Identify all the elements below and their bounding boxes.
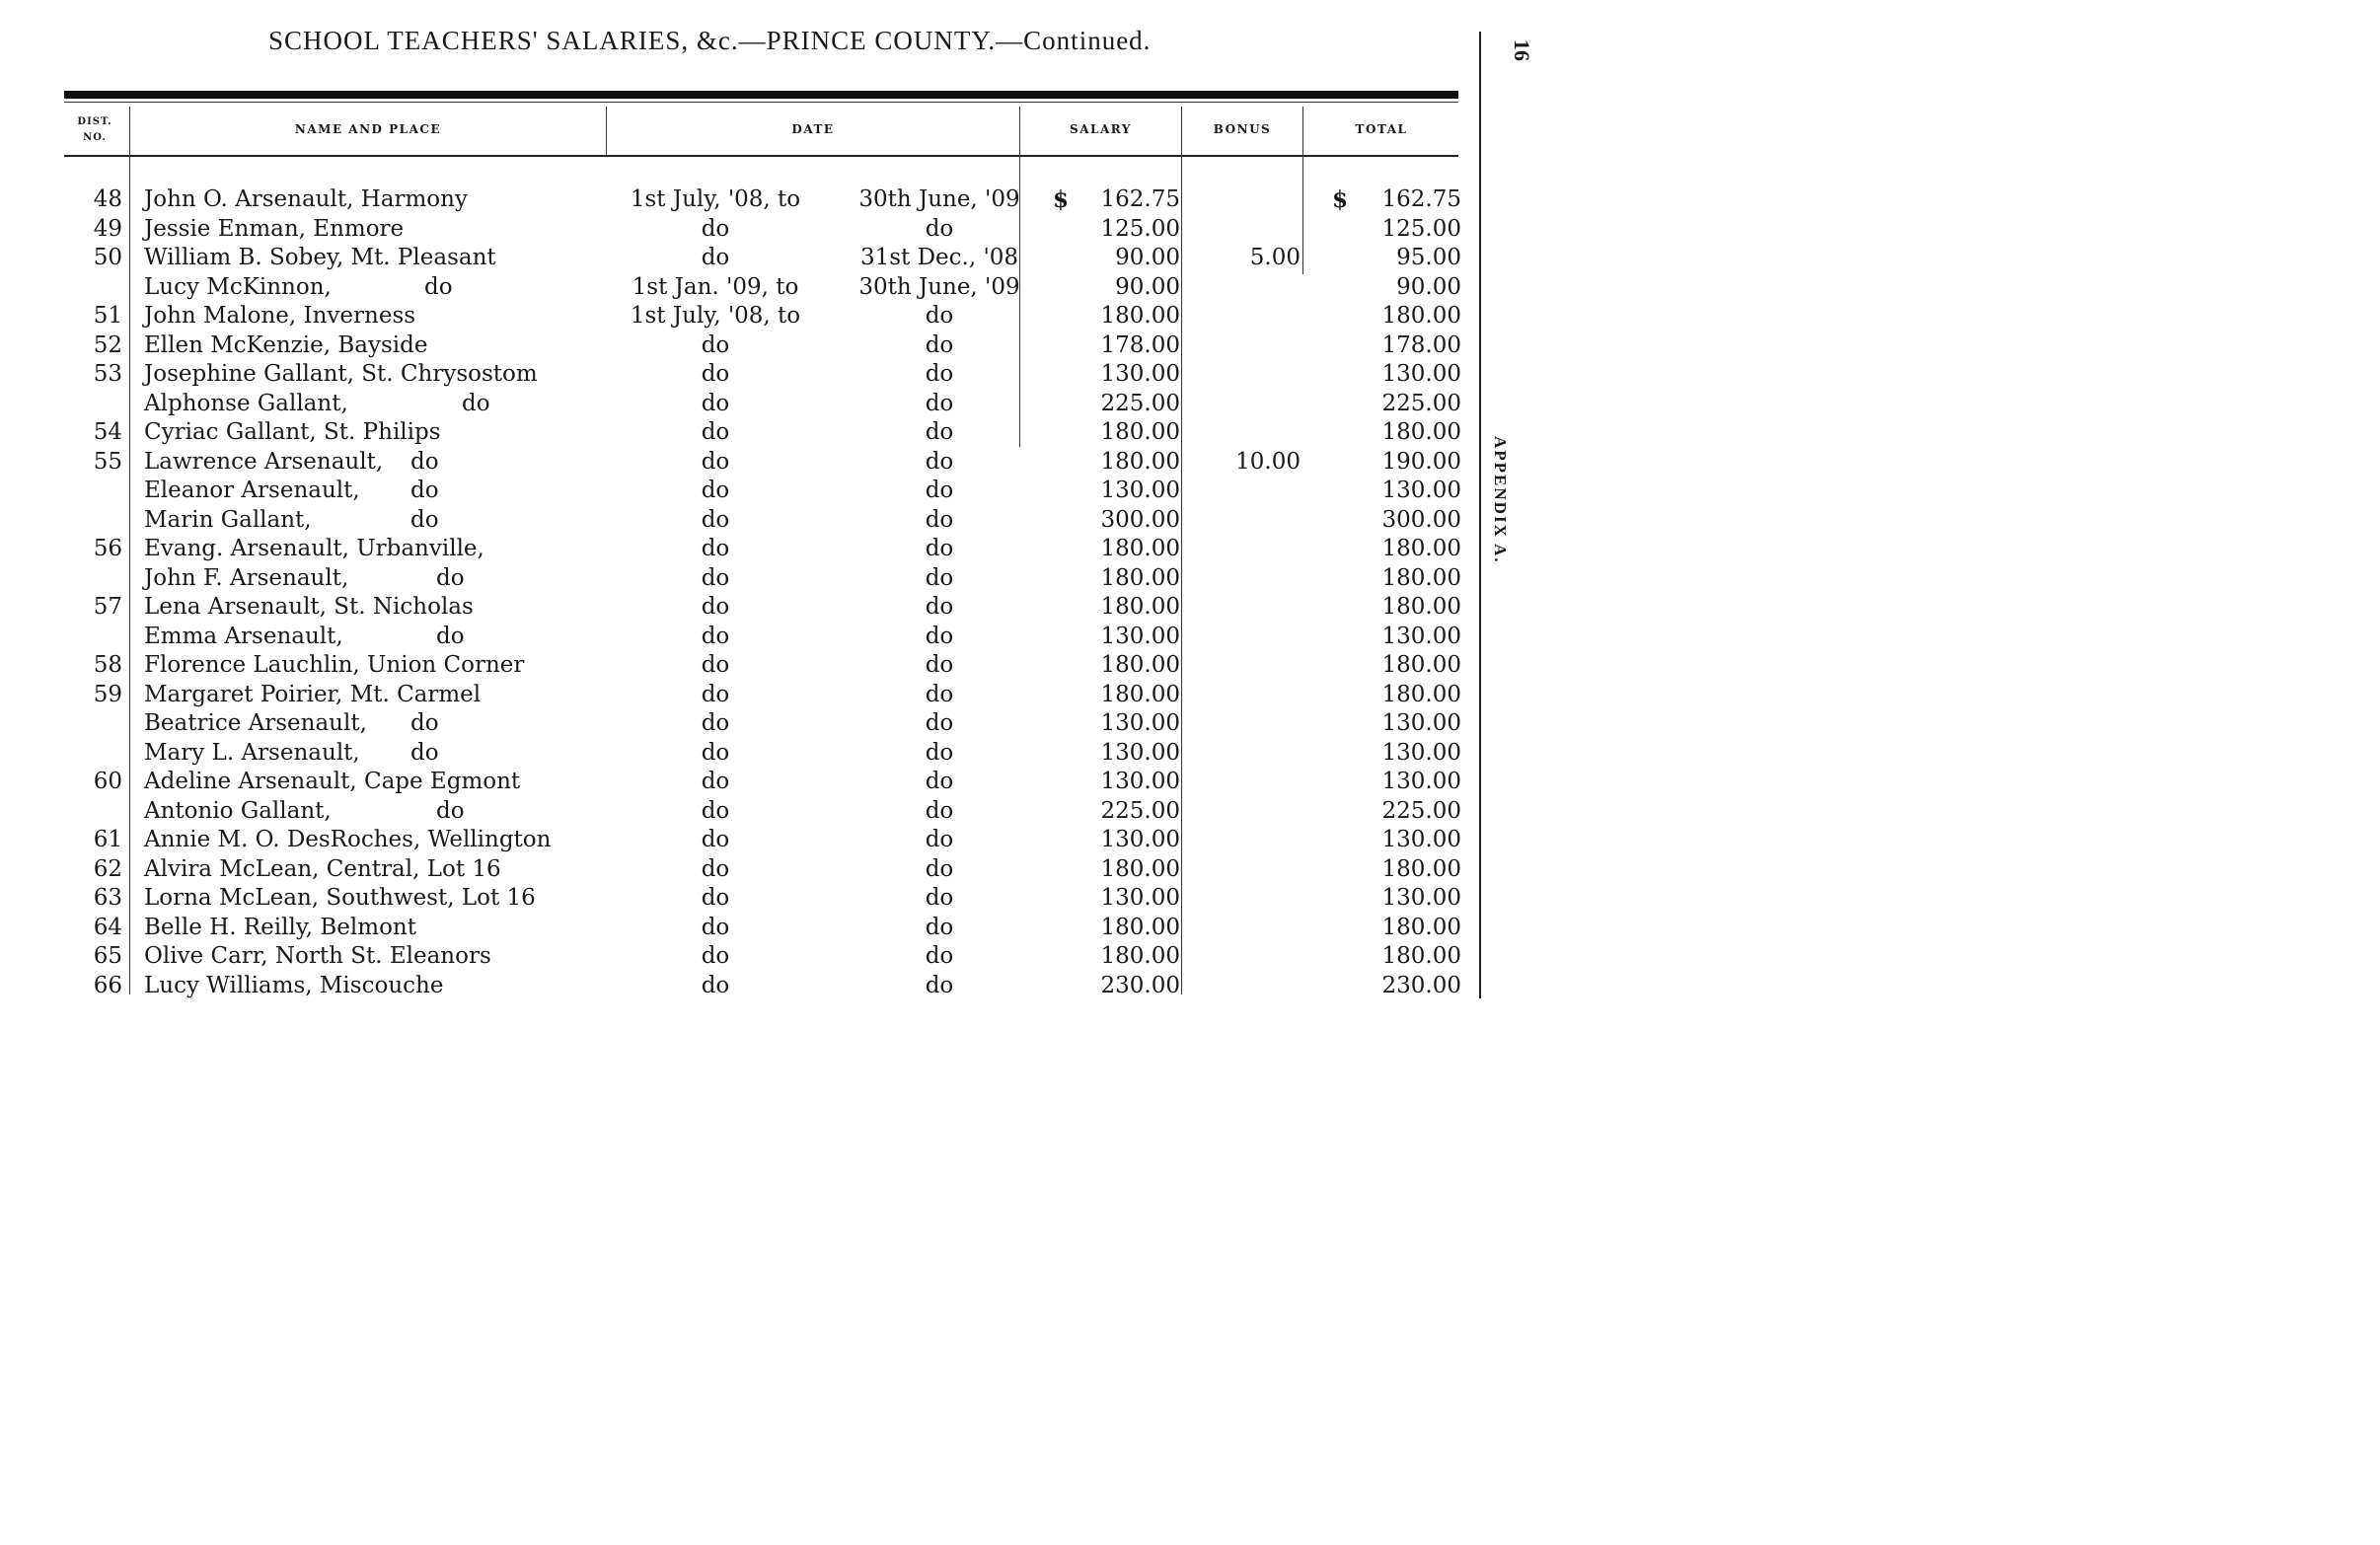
date-from: 1st July, '08, to [630,186,801,212]
date-from: do [701,564,730,591]
total-value: 130.00 [1381,478,1461,503]
table-row [0,331,1480,360]
date-to: do [925,215,954,242]
total-value: 130.00 [1381,885,1461,911]
total-value: 180.00 [1381,419,1461,445]
date-to: do [925,361,954,387]
teacher-name-place: Olive Carr, North St. Eleanors [144,943,491,969]
dist-number: 64 [93,914,122,940]
teacher-name-place: Evang. Arsenault, Urbanville, [144,536,484,561]
date-to: do [925,536,954,561]
col-head-dist-2: NO. [83,132,107,143]
table-row [0,826,1480,854]
teacher-name-place: Marin Gallant, [144,506,312,533]
teacher-name-place: Beatrice Arsenault, [144,710,367,736]
table-row [0,448,1480,477]
table-row [0,390,1480,418]
date-from: do [701,827,730,852]
total-value: 180.00 [1381,303,1461,329]
dist-number: 66 [93,972,122,998]
total-value: 225.00 [1381,390,1461,416]
table-row [0,360,1480,389]
col-head-dist-1: DIST. [77,116,112,127]
place-ditto: do [462,390,490,416]
place-ditto: do [436,623,465,649]
date-from: do [701,769,730,794]
teacher-name-place: John O. Arsenault, Harmony [144,186,468,212]
place-ditto: do [436,564,465,591]
date-from: do [701,652,730,678]
total-value: 180.00 [1381,652,1461,678]
date-to: do [925,681,954,707]
total-value: 300.00 [1381,506,1461,533]
teacher-name-place: Ellen McKenzie, Bayside [144,331,428,358]
salary-value: 180.00 [1100,914,1180,940]
table-row [0,884,1480,913]
total-value: 90.00 [1396,273,1461,300]
date-to: do [925,331,954,358]
teacher-name-place: John F. Arsenault, [144,564,349,591]
total-value: 180.00 [1381,536,1461,561]
dist-number: 49 [93,215,122,242]
total-value: 180.00 [1381,855,1461,882]
date-to: do [925,827,954,852]
salary-value: 225.00 [1100,390,1180,416]
table-row [0,535,1480,563]
total-value: 95.00 [1396,245,1461,270]
total-value: 180.00 [1381,943,1461,969]
date-to: 31st Dec., '08 [859,245,1019,270]
date-from: do [701,710,730,736]
table-row [0,564,1480,593]
dist-number: 55 [93,448,122,475]
table-row [0,185,1480,214]
salary-value: 180.00 [1100,681,1180,707]
table-row [0,623,1480,651]
teacher-name-place: Eleanor Arsenault, [144,478,360,503]
table-row [0,651,1480,680]
dist-number: 59 [93,681,122,707]
dist-number: 53 [93,361,122,387]
teacher-name-place: William B. Sobey, Mt. Pleasant [144,245,496,270]
teacher-name-place: Adeline Arsenault, Cape Egmont [144,769,521,794]
page-number: 16 [1510,39,1534,61]
teacher-name-place: Lucy McKinnon, [144,273,332,300]
date-to: do [925,419,954,445]
salary-value: 178.00 [1100,331,1180,358]
place-ditto: do [410,710,439,736]
salary-value: 180.00 [1100,419,1180,445]
date-to: 30th June, '09 [858,273,1020,300]
col-head-name: NAME AND PLACE [294,122,442,136]
total-value: 180.00 [1381,914,1461,940]
salary-value: 130.00 [1100,623,1180,649]
date-from: 1st Jan. '09, to [632,273,799,300]
dist-number: 62 [93,855,122,882]
date-from: do [701,361,730,387]
total-value: 130.00 [1381,361,1461,387]
teacher-name-place: Antonio Gallant, [144,797,332,824]
date-from: do [701,331,730,358]
date-to: do [925,972,954,998]
salary-value: 130.00 [1100,478,1180,503]
dollar-sign-total: $ [1332,186,1349,213]
total-value: 130.00 [1381,769,1461,794]
teacher-name-place: Emma Arsenault, [144,623,343,649]
salary-value: 180.00 [1100,594,1180,620]
teacher-name-place: Lucy Williams, Miscouche [144,972,444,998]
teacher-name-place: Florence Lauchlin, Union Corner [144,652,525,678]
date-to: do [925,739,954,766]
teacher-name-place: John Malone, Inverness [144,303,416,329]
total-value: 130.00 [1381,739,1461,766]
date-from: do [701,623,730,649]
total-value: 230.00 [1381,972,1461,998]
total-value: 178.00 [1381,331,1461,358]
table-row [0,302,1480,331]
table-row [0,797,1480,826]
teacher-name-place: Alvira McLean, Central, Lot 16 [144,855,501,882]
salary-value: 180.00 [1100,855,1180,882]
table-row [0,418,1480,447]
teacher-name-place: Josephine Gallant, St. Chrysostom [144,361,538,387]
date-to: do [925,623,954,649]
table-row [0,477,1480,505]
date-from: do [701,739,730,766]
table-row [0,273,1480,302]
total-value: 180.00 [1381,681,1461,707]
salary-value: 180.00 [1100,943,1180,969]
salary-value: 180.00 [1100,303,1180,329]
col-head-salary: SALARY [1070,122,1132,136]
date-to: do [925,303,954,329]
salary-value: 162.75 [1100,186,1180,212]
total-value: 162.75 [1381,186,1461,212]
dist-number: 56 [93,536,122,561]
date-to: do [925,594,954,620]
table-row [0,681,1480,709]
total-value: 125.00 [1381,215,1461,242]
place-ditto: do [424,273,453,300]
teacher-name-place: Lena Arsenault, St. Nicholas [144,594,474,620]
teacher-name-place: Mary L. Arsenault, [144,739,360,766]
salary-value: 180.00 [1100,536,1180,561]
salary-value: 225.00 [1100,797,1180,824]
date-from: do [701,245,730,270]
date-to: do [925,769,954,794]
date-from: 1st July, '08, to [630,303,801,329]
date-to: do [925,885,954,911]
date-to: do [925,448,954,475]
col-head-date: DATE [791,122,835,136]
teacher-name-place: Belle H. Reilly, Belmont [144,914,416,940]
date-from: do [701,419,730,445]
salary-value: 130.00 [1100,827,1180,852]
dist-number: 52 [93,331,122,358]
date-from: do [701,914,730,940]
dist-number: 60 [93,769,122,794]
col-head-bonus: BONUS [1213,122,1272,136]
date-from: do [701,594,730,620]
total-value: 180.00 [1381,564,1461,591]
salary-value: 230.00 [1100,972,1180,998]
teacher-name-place: Cyriac Gallant, St. Philips [144,419,441,445]
date-from: do [701,885,730,911]
total-value: 225.00 [1381,797,1461,824]
date-from: do [701,215,730,242]
table-row [0,739,1480,768]
date-from: do [701,681,730,707]
date-from: do [701,390,730,416]
place-ditto: do [410,448,439,475]
table-row [0,709,1480,738]
dist-number: 48 [93,186,122,212]
dist-number: 54 [93,419,122,445]
place-ditto: do [410,739,439,766]
date-to: do [925,914,954,940]
salary-value: 180.00 [1100,448,1180,475]
date-to: do [925,478,954,503]
dist-number: 65 [93,943,122,969]
salary-value: 130.00 [1100,769,1180,794]
date-to: do [925,855,954,882]
table-row [0,244,1480,272]
salary-value: 180.00 [1100,652,1180,678]
table-row [0,972,1480,1000]
teacher-name-place: Alphonse Gallant, [144,390,348,416]
dist-number: 51 [93,303,122,329]
total-value: 130.00 [1381,827,1461,852]
date-to: do [925,390,954,416]
date-to: do [925,797,954,824]
date-from: do [701,506,730,533]
place-ditto: do [436,797,465,824]
teacher-name-place: Lorna McLean, Southwest, Lot 16 [144,885,536,911]
header-rule-thin [64,102,1458,103]
bonus-value: 5.00 [1249,245,1301,270]
dist-number: 61 [93,827,122,852]
table-row [0,855,1480,884]
salary-value: 90.00 [1115,245,1180,270]
dist-number: 50 [93,245,122,270]
date-from: do [701,943,730,969]
date-from: do [701,797,730,824]
bonus-value: 10.00 [1235,448,1301,475]
dist-number: 58 [93,652,122,678]
dollar-sign-salary: $ [1053,186,1070,213]
date-to: do [925,506,954,533]
date-from: do [701,972,730,998]
salary-value: 130.00 [1100,739,1180,766]
salary-value: 125.00 [1100,215,1180,242]
table-row [0,506,1480,535]
date-to: do [925,652,954,678]
date-from: do [701,855,730,882]
teacher-name-place: Lawrence Arsenault, [144,448,384,475]
scanned-page [0,0,1547,1008]
salary-value: 130.00 [1100,710,1180,736]
salary-value: 90.00 [1115,273,1180,300]
place-ditto: do [410,506,439,533]
col-head-total: TOTAL [1355,122,1408,136]
salary-value: 300.00 [1100,506,1180,533]
appendix-label-text: APPENDIX A. [1491,436,1510,564]
header-rule-thick [64,91,1458,99]
total-value: 180.00 [1381,594,1461,620]
date-to: do [925,564,954,591]
total-value: 190.00 [1381,448,1461,475]
teacher-name-place: Annie M. O. DesRoches, Wellington [144,827,552,852]
teacher-name-place: Jessie Enman, Enmore [144,215,405,242]
page-title: SCHOOL TEACHERS' SALARIES, &c.—PRINCE COUNTY.—Continued. [268,26,1152,55]
table-row [0,942,1480,971]
table-row [0,768,1480,796]
salary-value: 130.00 [1100,885,1180,911]
table-row [0,215,1480,244]
table-row [0,914,1480,942]
date-to: do [925,943,954,969]
total-value: 130.00 [1381,623,1461,649]
date-from: do [701,478,730,503]
salary-value: 180.00 [1100,564,1180,591]
date-to: 30th June, '09 [858,186,1020,212]
date-from: do [701,536,730,561]
column-header-rule [64,155,1458,157]
salary-value: 130.00 [1100,361,1180,387]
place-ditto: do [410,478,439,503]
teacher-name-place: Margaret Poirier, Mt. Carmel [144,681,482,707]
dist-number: 57 [93,594,122,620]
total-value: 130.00 [1381,710,1461,736]
table-row [0,593,1480,622]
dist-number: 63 [93,885,122,911]
date-to: do [925,710,954,736]
date-from: do [701,448,730,475]
